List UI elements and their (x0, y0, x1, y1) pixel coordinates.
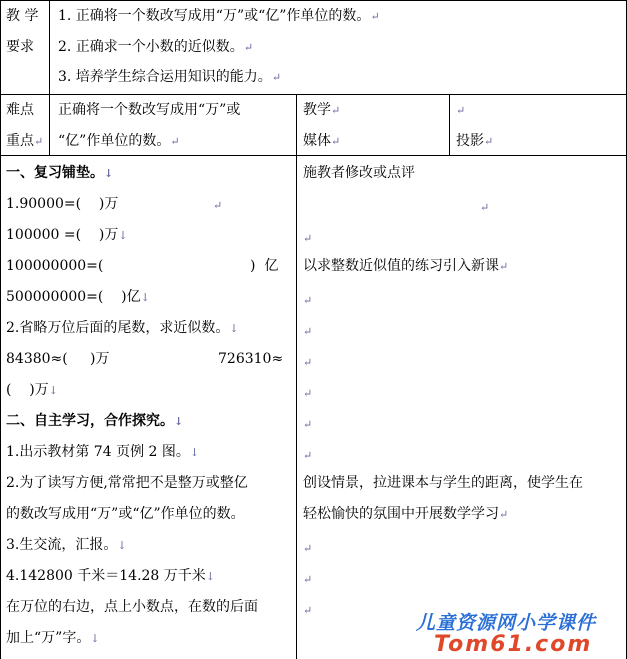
requirement-item: 2. 正确求一个小数的近似数。↵ (58, 39, 254, 55)
exercise-line: 1.出示教材第 74 页例 2 图。↓ (6, 444, 200, 460)
exercise-line: 84380≈( )万 (6, 351, 110, 367)
exercise-line: 的数改写成用“万”或“亿”作单位的数。 (6, 506, 245, 522)
watermark-domain: Tom61.com (434, 632, 593, 657)
return-mark: ↵ (303, 232, 313, 245)
requirement-item: 1. 正确将一个数改写成用“万”或“亿”作单位的数。↵ (58, 8, 380, 24)
exercise-line: 2.省略万位后面的尾数，求近似数。↓ (6, 320, 239, 336)
exercise-line-end: 726310≈ (218, 351, 284, 367)
exercise-line: 加上“万”字。↓ (6, 630, 100, 646)
table-rule (0, 155, 627, 156)
exercise-line: 100000000=( (6, 258, 104, 274)
exercise-line: 4.142800 千米＝14.28 万千米↓ (6, 568, 215, 584)
teacher-comment: 轻松愉快的氛围中开展数学学习↵ (303, 506, 509, 522)
exercise-line: 2.为了读写方便,常常把不是整万或整亿 (6, 475, 248, 491)
return-mark: ↵ (303, 325, 313, 338)
teacher-comment: 施教者修改或点评 (303, 165, 415, 181)
table-border-left (0, 0, 1, 659)
return-mark: ↵ (303, 387, 313, 400)
media-label: 媒体↵ (303, 133, 341, 149)
return-mark: ↵ (303, 418, 313, 431)
return-mark: ↵ (480, 201, 490, 214)
media-value: 投影↵ (456, 133, 494, 149)
table-rule (49, 0, 50, 155)
exercise-line: ( )万↓ (6, 382, 58, 398)
section-heading: 二、自主学习，合作探究。↓ (6, 413, 184, 429)
media-label: 教学↵ (303, 102, 341, 118)
key-point-label: 重点↵ (6, 133, 44, 149)
key-point-text: “亿”作单位的数。↵ (58, 133, 180, 149)
teacher-comment: 创设情景，拉进课本与学生的距离，使学生在 (303, 475, 583, 491)
table-border-top (0, 0, 627, 1)
return-mark: ↵ (303, 294, 313, 307)
return-mark: ↵ (303, 573, 313, 586)
requirements-label: 要求 (6, 39, 34, 55)
return-mark: ↵ (303, 449, 313, 462)
exercise-line: 500000000=( )亿↓ (6, 289, 150, 305)
return-mark: ↵ (213, 199, 223, 212)
exercise-line: 100000 =( )万↓ (6, 227, 128, 243)
requirement-item: 3. 培养学生综合运用知识的能力。↵ (58, 69, 282, 85)
section-heading: 一、复习铺垫。↓ (6, 165, 114, 181)
exercise-line: 1.90000=( )万 (6, 196, 119, 212)
media-empty: ↵ (456, 104, 466, 117)
key-point-text: 正确将一个数改写成用“万”或 (58, 102, 241, 118)
site-watermark-logo (408, 606, 627, 659)
table-rule (0, 94, 627, 95)
difficulty-label: 难点 (6, 102, 34, 118)
teacher-comment: 以求整数近似值的练习引入新课↵ (303, 258, 509, 274)
return-mark: ↵ (303, 356, 313, 369)
table-rule (449, 94, 450, 155)
exercise-line: 在万位的右边，点上小数点，在数的后面 (6, 599, 258, 615)
table-rule (296, 94, 297, 659)
requirements-label: 教 学 (6, 8, 39, 24)
watermark-title: 儿童资源网小学课件 (416, 612, 597, 634)
return-mark: ↵ (303, 542, 313, 555)
exercise-line: 3.生交流，汇报。↓ (6, 537, 127, 553)
exercise-line-end: ) 亿 (250, 258, 279, 274)
return-mark: ↵ (303, 604, 313, 617)
